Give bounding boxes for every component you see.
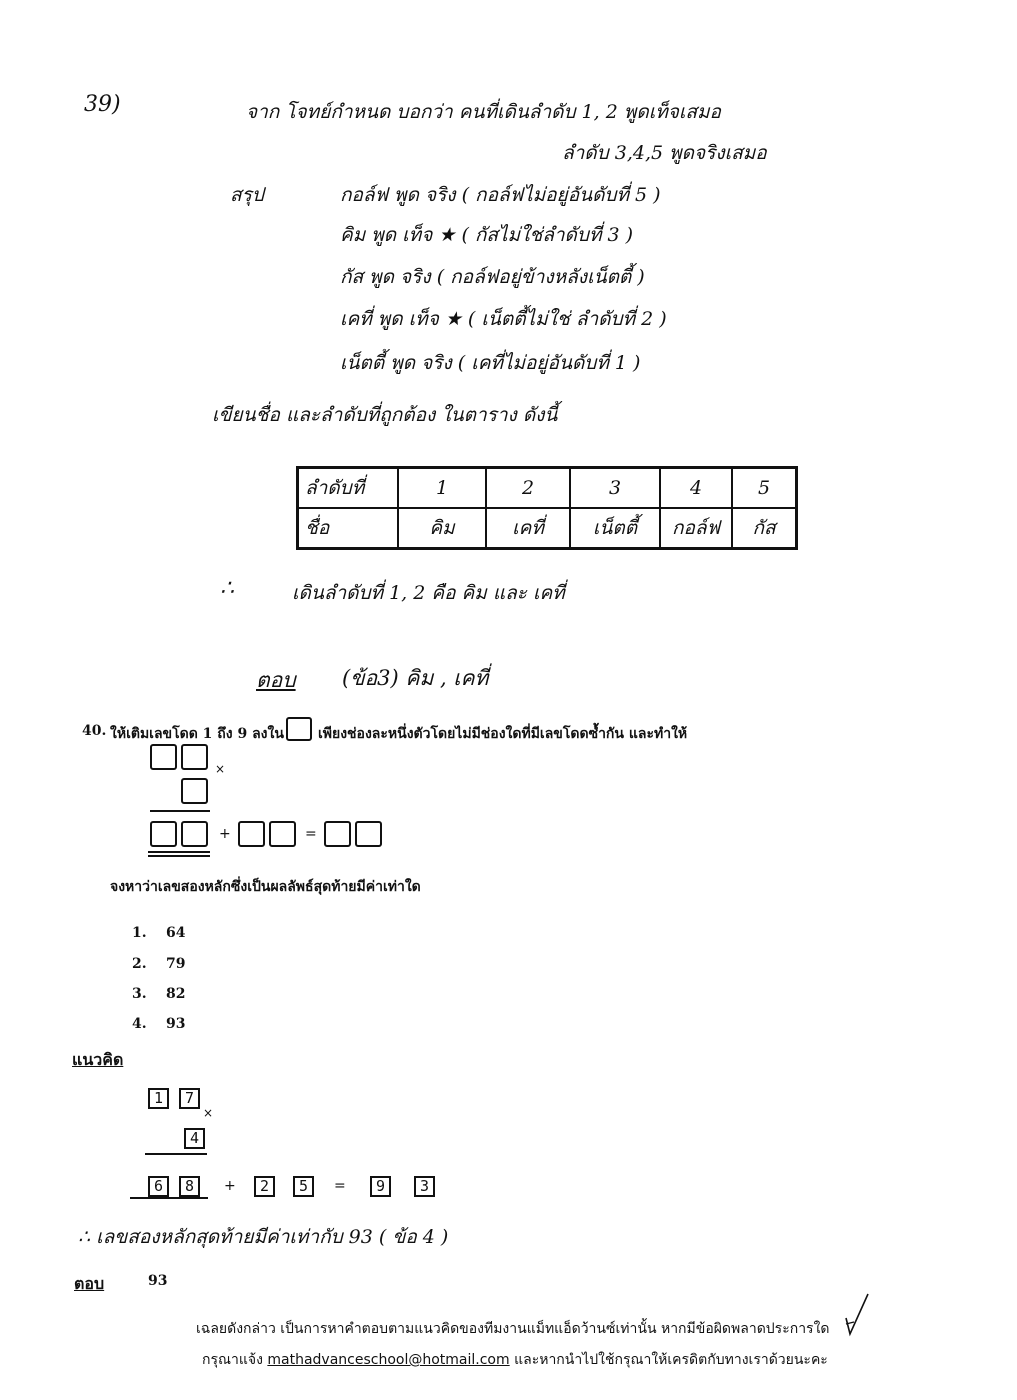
plus-symbol: + <box>219 826 231 842</box>
product-rule <box>150 810 210 812</box>
q39-answer-label: ตอบ <box>256 668 296 692</box>
order-cell: 4 <box>660 468 732 509</box>
solution-digit: 5 <box>293 1176 314 1197</box>
equals-symbol: = <box>305 826 317 842</box>
order-cell: 1 <box>398 468 486 509</box>
underline-rule <box>130 1197 208 1199</box>
digit-box <box>181 821 208 847</box>
concept-label: แนวคิด <box>72 1050 124 1069</box>
q39-summary-row: กัส พูด จริง ( กอล์ฟอยู่ข้างหลังเน็ตตี้ ) <box>340 266 645 288</box>
q39-summary-label: สรุป <box>230 184 264 206</box>
order-cell: 3 <box>570 468 660 509</box>
digit-box <box>324 821 351 847</box>
digit-box <box>181 778 208 804</box>
q40-question-text-2: เพียงช่องละหนึ่งตัวโดยไม่มีช่องใดที่มีเลขโดดซ้ำกัน และทำให้ <box>318 726 688 742</box>
footer-contact-line <box>202 1349 828 1371</box>
choice-value: 93 <box>166 1016 186 1032</box>
order-table-row <box>298 508 797 549</box>
q39-summary-row: คิม พูด เท็จ ★ ( กัสไม่ใช่ลำดับที่ 3 ) <box>340 224 634 246</box>
q40-conclusion: ∴ เลขสองหลักสุดท้ายมีค่าเท่ากับ 93 ( ข้อ 4 ) <box>78 1226 449 1248</box>
name-cell: เคที่ <box>486 508 570 549</box>
digit-box <box>355 821 382 847</box>
solution-digit: 1 <box>148 1088 169 1109</box>
plus-symbol: + <box>224 1178 236 1194</box>
order-cell: 2 <box>486 468 570 509</box>
name-cell: กัส <box>732 508 797 549</box>
solution-digit: 3 <box>414 1176 435 1197</box>
solution-digit: 4 <box>184 1128 205 1149</box>
name-cell: คิม <box>398 508 486 549</box>
name-cell: เน็ตตี้ <box>570 508 660 549</box>
footer-contact-prefix: กรุณาแจ้ง <box>202 1352 263 1368</box>
solution-digit: 8 <box>179 1176 200 1197</box>
q39-given-line-2: ลำดับ 3,4,5 พูดจริงเสมอ <box>562 142 767 164</box>
name-header-label: ชื่อ <box>298 508 399 549</box>
choice-value: 79 <box>166 956 186 972</box>
choice-number: 1. <box>132 925 147 941</box>
digit-box <box>238 821 265 847</box>
digit-box <box>269 821 296 847</box>
product-rule <box>145 1153 207 1155</box>
solution-digit: 2 <box>254 1176 275 1197</box>
order-table-row <box>298 468 797 509</box>
double-underline <box>148 855 210 857</box>
times-symbol: × <box>215 762 226 776</box>
choice-value: 64 <box>166 925 186 941</box>
order-header-label: ลำดับที่ <box>298 468 399 509</box>
q39-summary-row: เน็ตตี้ พูด จริง ( เคที่ไม่อยู่อันดับที่ 1 ) <box>340 352 641 374</box>
q40-answer-label: ตอบ <box>74 1274 105 1293</box>
footer-disclaimer: เฉลยดังกล่าว เป็นการหาคำตอบตามแนวคิดของทีมงานแม็ทแอ็ดว้านซ์เท่านั้น หากมีข้อผิดพลาดประการใด <box>196 1321 830 1337</box>
double-underline <box>148 851 210 853</box>
digit-box <box>150 821 177 847</box>
question-40-number: 40. <box>82 723 107 739</box>
choice-value: 82 <box>166 986 186 1002</box>
q40-find-line: จงหาว่าเลขสองหลักซึ่งเป็นผลลัพธ์สุดท้ายมีค่าเท่าใด <box>110 879 421 895</box>
choice-number: 4. <box>132 1016 147 1032</box>
q39-summary-row: เคที่ พูด เท็จ ★ ( เน็ตตี้ไม่ใช่ ลำดับที่ 2 ) <box>340 308 667 330</box>
solution-digit: 6 <box>148 1176 169 1197</box>
q40-question-text: ให้เติมเลขโดด 1 ถึง 9 ลงใน <box>110 726 284 742</box>
equals-symbol: = <box>334 1178 346 1194</box>
digit-box <box>181 744 208 770</box>
question-39-number: 39) <box>84 92 121 117</box>
footer-email-link[interactable]: mathadvanceschool@hotmail.com <box>267 1352 510 1368</box>
q39-answer-text: (ข้อ3) คิม , เคที่ <box>342 666 489 690</box>
q39-summary-row: กอล์ฟ พูด จริง ( กอล์ฟไม่อยู่อันดับที่ 5 ) <box>340 184 661 206</box>
q39-conclusion: เดินลำดับที่ 1, 2 คือ คิม และ เคที่ <box>292 582 565 604</box>
footer-contact-suffix: และหากนำไปใช้กรุณาให้เครดิตกับทางเราด้วยนะคะ <box>514 1352 828 1368</box>
solution-digit: 9 <box>370 1176 391 1197</box>
solution-digit: 7 <box>179 1088 200 1109</box>
q39-given-line: จาก โจทย์กำหนด บอกว่า คนที่เดินลำดับ 1, 2 พูดเท็จเสมอ <box>246 101 721 123</box>
q39-write-line: เขียนชื่อ และลำดับที่ถูกต้อง ในตาราง ดังนี้ <box>212 404 558 426</box>
times-symbol: × <box>203 1106 214 1120</box>
order-cell: 5 <box>732 468 797 509</box>
checkmark-signature-icon <box>842 1290 872 1340</box>
choice-number: 3. <box>132 986 147 1002</box>
digit-box <box>150 744 177 770</box>
therefore-symbol: ∴ <box>220 576 234 601</box>
order-table <box>296 466 798 550</box>
q40-answer-value: 93 <box>148 1273 168 1289</box>
blank-box-icon <box>286 717 312 741</box>
name-cell: กอล์ฟ <box>660 508 732 549</box>
choice-number: 2. <box>132 956 147 972</box>
